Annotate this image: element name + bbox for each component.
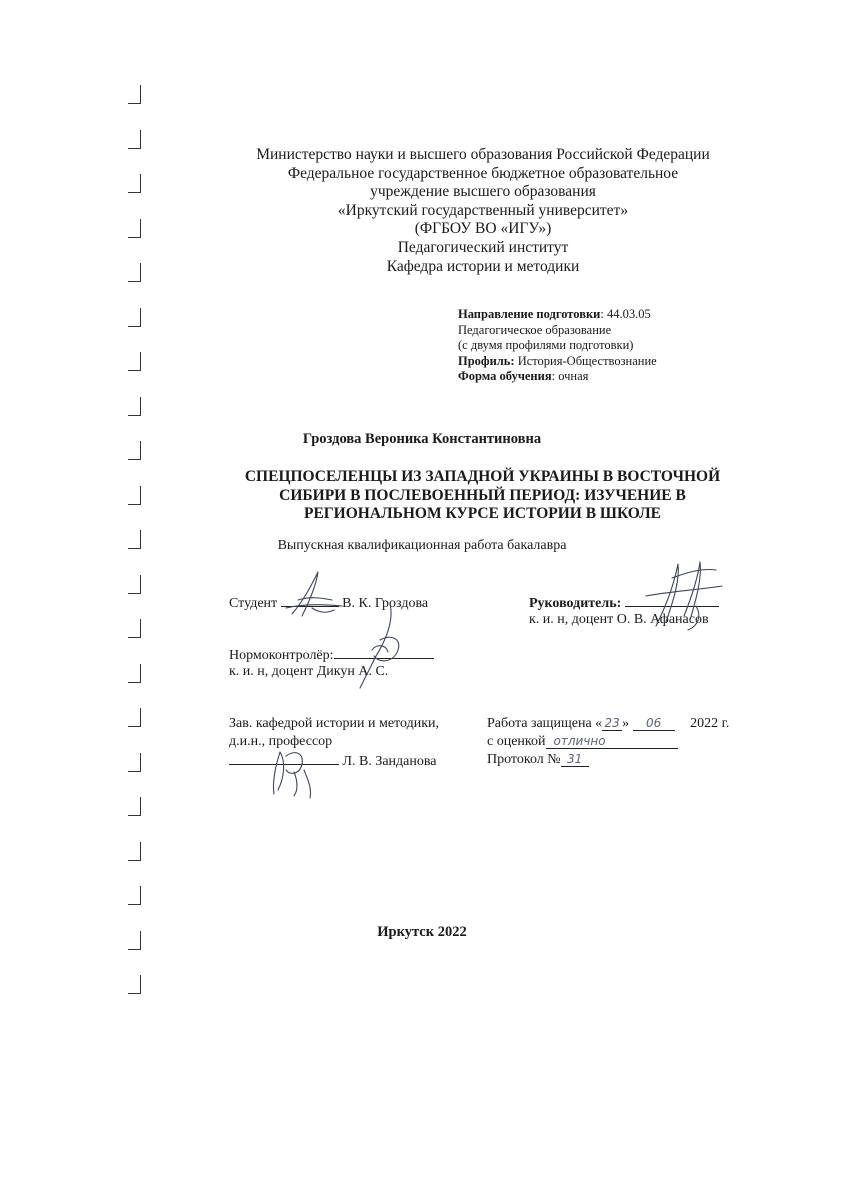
defense-month: 06 [633, 716, 675, 731]
institution-type-line-2: учреждение высшего образования [370, 183, 596, 201]
study-form-value: : очная [551, 369, 589, 383]
student-label: Студент [229, 596, 278, 611]
thesis-title-line: СПЕЦПОСЕЛЕНЦЫ ИЗ ЗАПАДНОЙ УКРАИНЫ В ВОСТОЧНОЙ [244, 468, 721, 485]
work-type: Выпускная квалификационная работа бакалавра [277, 538, 567, 553]
binding-mark [128, 397, 141, 416]
study-form-label: Форма обучения [458, 369, 552, 383]
student-signature [282, 570, 352, 620]
head-signature [264, 742, 324, 800]
university-abbreviation: (ФГБОУ ВО «ИГУ») [414, 220, 552, 238]
binding-mark [128, 308, 141, 327]
thesis-title-line: РЕГИОНАЛЬНОМ КУРСЕ ИСТОРИИ В ШКОЛЕ [304, 505, 661, 522]
thesis-title [210, 468, 755, 524]
institute-name: Педагогический институт [397, 238, 569, 256]
profile-value: История-Обществознание [514, 353, 657, 368]
head-name: Л. В. Занданова [342, 754, 437, 769]
defense-grade-line [487, 734, 678, 750]
defense-label: Работа защищена « [487, 716, 603, 731]
binding-mark [128, 486, 141, 505]
institution-header [180, 146, 786, 276]
university-name: «Иркутский государственный университет» [337, 201, 629, 219]
supervisor-signature [636, 556, 726, 636]
thesis-title-line: СИБИРИ В ПОСЛЕВОЕННЫЙ ПЕРИОД: ИЗУЧЕНИЕ В [279, 486, 686, 504]
grade-value: отлично [546, 734, 678, 749]
head-position-line-1: Зав. кафедрой истории и методики, [229, 716, 439, 731]
binding-mark [128, 219, 141, 238]
protocol-label: Протокол № [487, 752, 561, 767]
defense-quote-close: » [622, 716, 630, 731]
defense-date-line [487, 716, 729, 732]
binding-mark [128, 975, 141, 994]
student-name: В. К. Гроздова [342, 596, 429, 611]
norm-control-label: Нормоконтролёр: [229, 648, 334, 663]
supervisor-name: к. и. н, доцент О. В. Афанасов [529, 612, 709, 627]
protocol-number: 31 [561, 752, 589, 767]
binding-mark [128, 797, 141, 816]
binding-mark [128, 886, 141, 905]
binding-mark [128, 664, 141, 683]
protocol-line [487, 752, 589, 768]
binding-mark [128, 842, 141, 861]
binding-mark [128, 85, 141, 104]
defense-year: 2022 г. [690, 716, 730, 731]
binding-mark [128, 174, 141, 193]
binding-mark [128, 575, 141, 594]
head-signature-line [229, 752, 437, 770]
ministry-line: Министерство науки и высшего образования Российской Федерации [256, 146, 710, 163]
binding-mark [128, 708, 141, 727]
binding-mark [128, 619, 141, 638]
direction-line-3: (с двумя профилями подготовки) [458, 338, 634, 352]
defense-day: 23 [602, 716, 622, 731]
direction-label: Направление подготовки [458, 307, 601, 321]
binding-mark [128, 352, 141, 371]
author-name: Гроздова Вероника Константиновна [302, 431, 542, 447]
binding-mark [128, 263, 141, 282]
norm-control-name: к. и. н, доцент Дикун А. С. [229, 664, 389, 679]
direction-value: : 44.03.05 [600, 307, 651, 321]
department-name: Кафедра истории и методики [386, 257, 580, 275]
city-year: Иркутск 2022 [377, 924, 467, 940]
supervisor-label: Руководитель: [529, 596, 622, 611]
grade-label: с оценкой [487, 734, 546, 749]
direction-line-2: Педагогическое образование [458, 322, 612, 337]
study-direction-block [458, 307, 657, 385]
binding-mark [128, 130, 141, 149]
head-position-line-2: д.и.н., профессор [229, 734, 333, 749]
institution-type-line: Федеральное государственное бюджетное образовательное [287, 164, 679, 182]
profile-label: Профиль: [458, 353, 515, 368]
binding-mark [128, 753, 141, 772]
norm-control-signature [350, 600, 410, 690]
